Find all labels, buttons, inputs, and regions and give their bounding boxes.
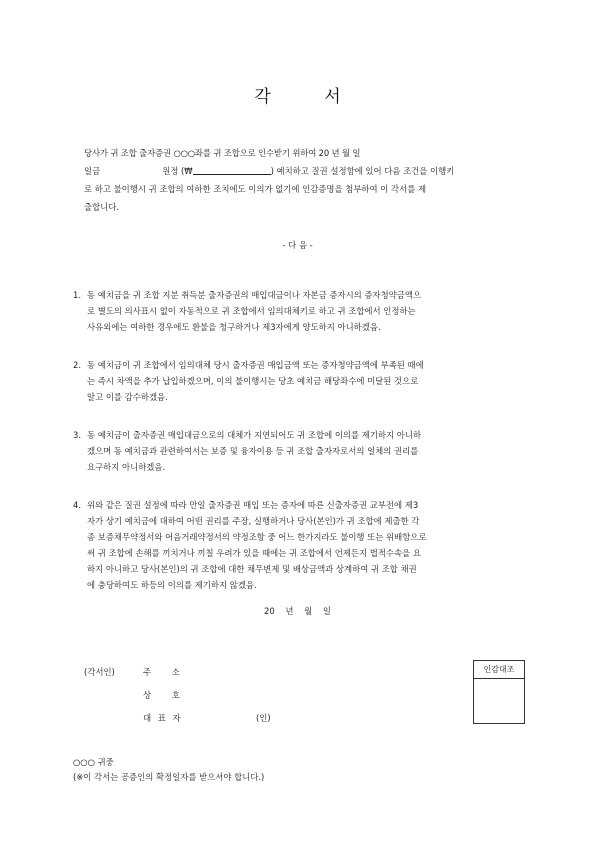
amount-suffix: ) 예치하고 질권 설정함에 있어 다음 조건을 이행키 xyxy=(270,166,455,176)
section-heading-da-eum: - 다 음 - xyxy=(282,240,313,250)
condition-text: 동 예치금을 귀 조합 지분 취득분 출자증권의 매입대금이나 자본금 증자시의 증자청약금액으 로 별도의 의사표시 없이 자동적으로 귀 조합에서 임의대체키로 하고 귀 조합에서 인정하는 사유외에는 여하한 경우에도 환불을 청구하거나 제3자에게 양도하지 아니하겠음. xyxy=(87,290,422,332)
condition-text: 동 예치금이 귀 조합에서 임의대체 당시 출자증권 매입금액 또는 증자청약금액에 부족된 때에 는 즉시 차액을 추가 납입하겠으며, 이의 불이행시는 당초 예치금 해당좌수에 미달된 것으로 알고 이를 감수하겠음. xyxy=(87,360,424,402)
representative-label: 대 표 자 xyxy=(143,713,181,723)
address-label: 주 소 xyxy=(143,667,180,677)
signer-role: (각서인) xyxy=(84,667,115,677)
date-line: 20 년 월 일 xyxy=(264,606,331,616)
seal-comparison-title: 인감대조 xyxy=(474,661,524,679)
condition-item xyxy=(73,497,523,593)
condition-text: 위와 같은 질권 설정에 따라 만일 출자증권 매입 또는 증자에 따른 신출자증권 교부전에 제3 자가 상기 예치금에 대하여 어떤 권리를 주장, 실행하거나 당사(본인)가 귀 조합에 제출한 각 종 보증채무약정서와 어음거래약정서의 약정조항 중 어느 한가지라도 불이행 또는 위배함으로 써 귀 조합에 손해를 끼치거나 끼칠 우려가 있을 때에는 귀 조합에서 언제든지 법적수속을 요 하지 아니하고 당사(본인)의 귀 조합에 대한 채무변제 및 배상금액과 상계하여 귀 조합 채권 에 충당하여도 하등의 이의를 제기하지 않겠음. xyxy=(87,500,427,590)
condition-item xyxy=(73,427,523,475)
intro-line-4: 출합니다. xyxy=(84,202,120,212)
condition-item xyxy=(73,357,523,405)
condition-list xyxy=(73,287,523,615)
condition-number: 2. xyxy=(73,360,81,370)
condition-item xyxy=(73,287,523,335)
amount-label: 일금 xyxy=(84,166,101,176)
document-title: 각 서 xyxy=(254,87,365,107)
seal-comparison-box xyxy=(473,660,525,724)
recipient: ○○○ 귀중 xyxy=(73,757,114,767)
amount-won-label: 원정 (₩ xyxy=(162,166,193,176)
intro-line-2 xyxy=(84,162,524,180)
condition-number: 4. xyxy=(73,500,81,510)
intro-line-1: 당사가 귀 조합 출자증권 ○○○좌를 귀 조합으로 인수받기 위하여 20 년 월 일 xyxy=(84,148,361,158)
condition-text: 동 예치금이 출자증권 매입대금으로의 대체가 지연되어도 귀 조합에 이의를 제기하지 아니하 겠으며 동 예치금과 관련하여서는 보증 및 융자이용 등 귀 조합 출자자로서의 일체의 권리를 요구하지 아니하겠음. xyxy=(87,430,422,472)
intro-paragraph xyxy=(84,144,524,216)
company-label: 상 호 xyxy=(143,690,180,700)
condition-number: 1. xyxy=(73,290,81,300)
intro-line-3: 로 하고 불이행시 귀 조합의 여하한 조치에도 이의가 없기에 인감증명을 첨부하여 이 각서를 제 xyxy=(84,184,427,194)
condition-number: 3. xyxy=(73,430,81,440)
amount-blank xyxy=(193,165,271,175)
notarization-note: (※이 각서는 공증인의 확정일자를 받으셔야 합니다.) xyxy=(73,772,265,782)
seal-mark: (인) xyxy=(256,713,271,723)
